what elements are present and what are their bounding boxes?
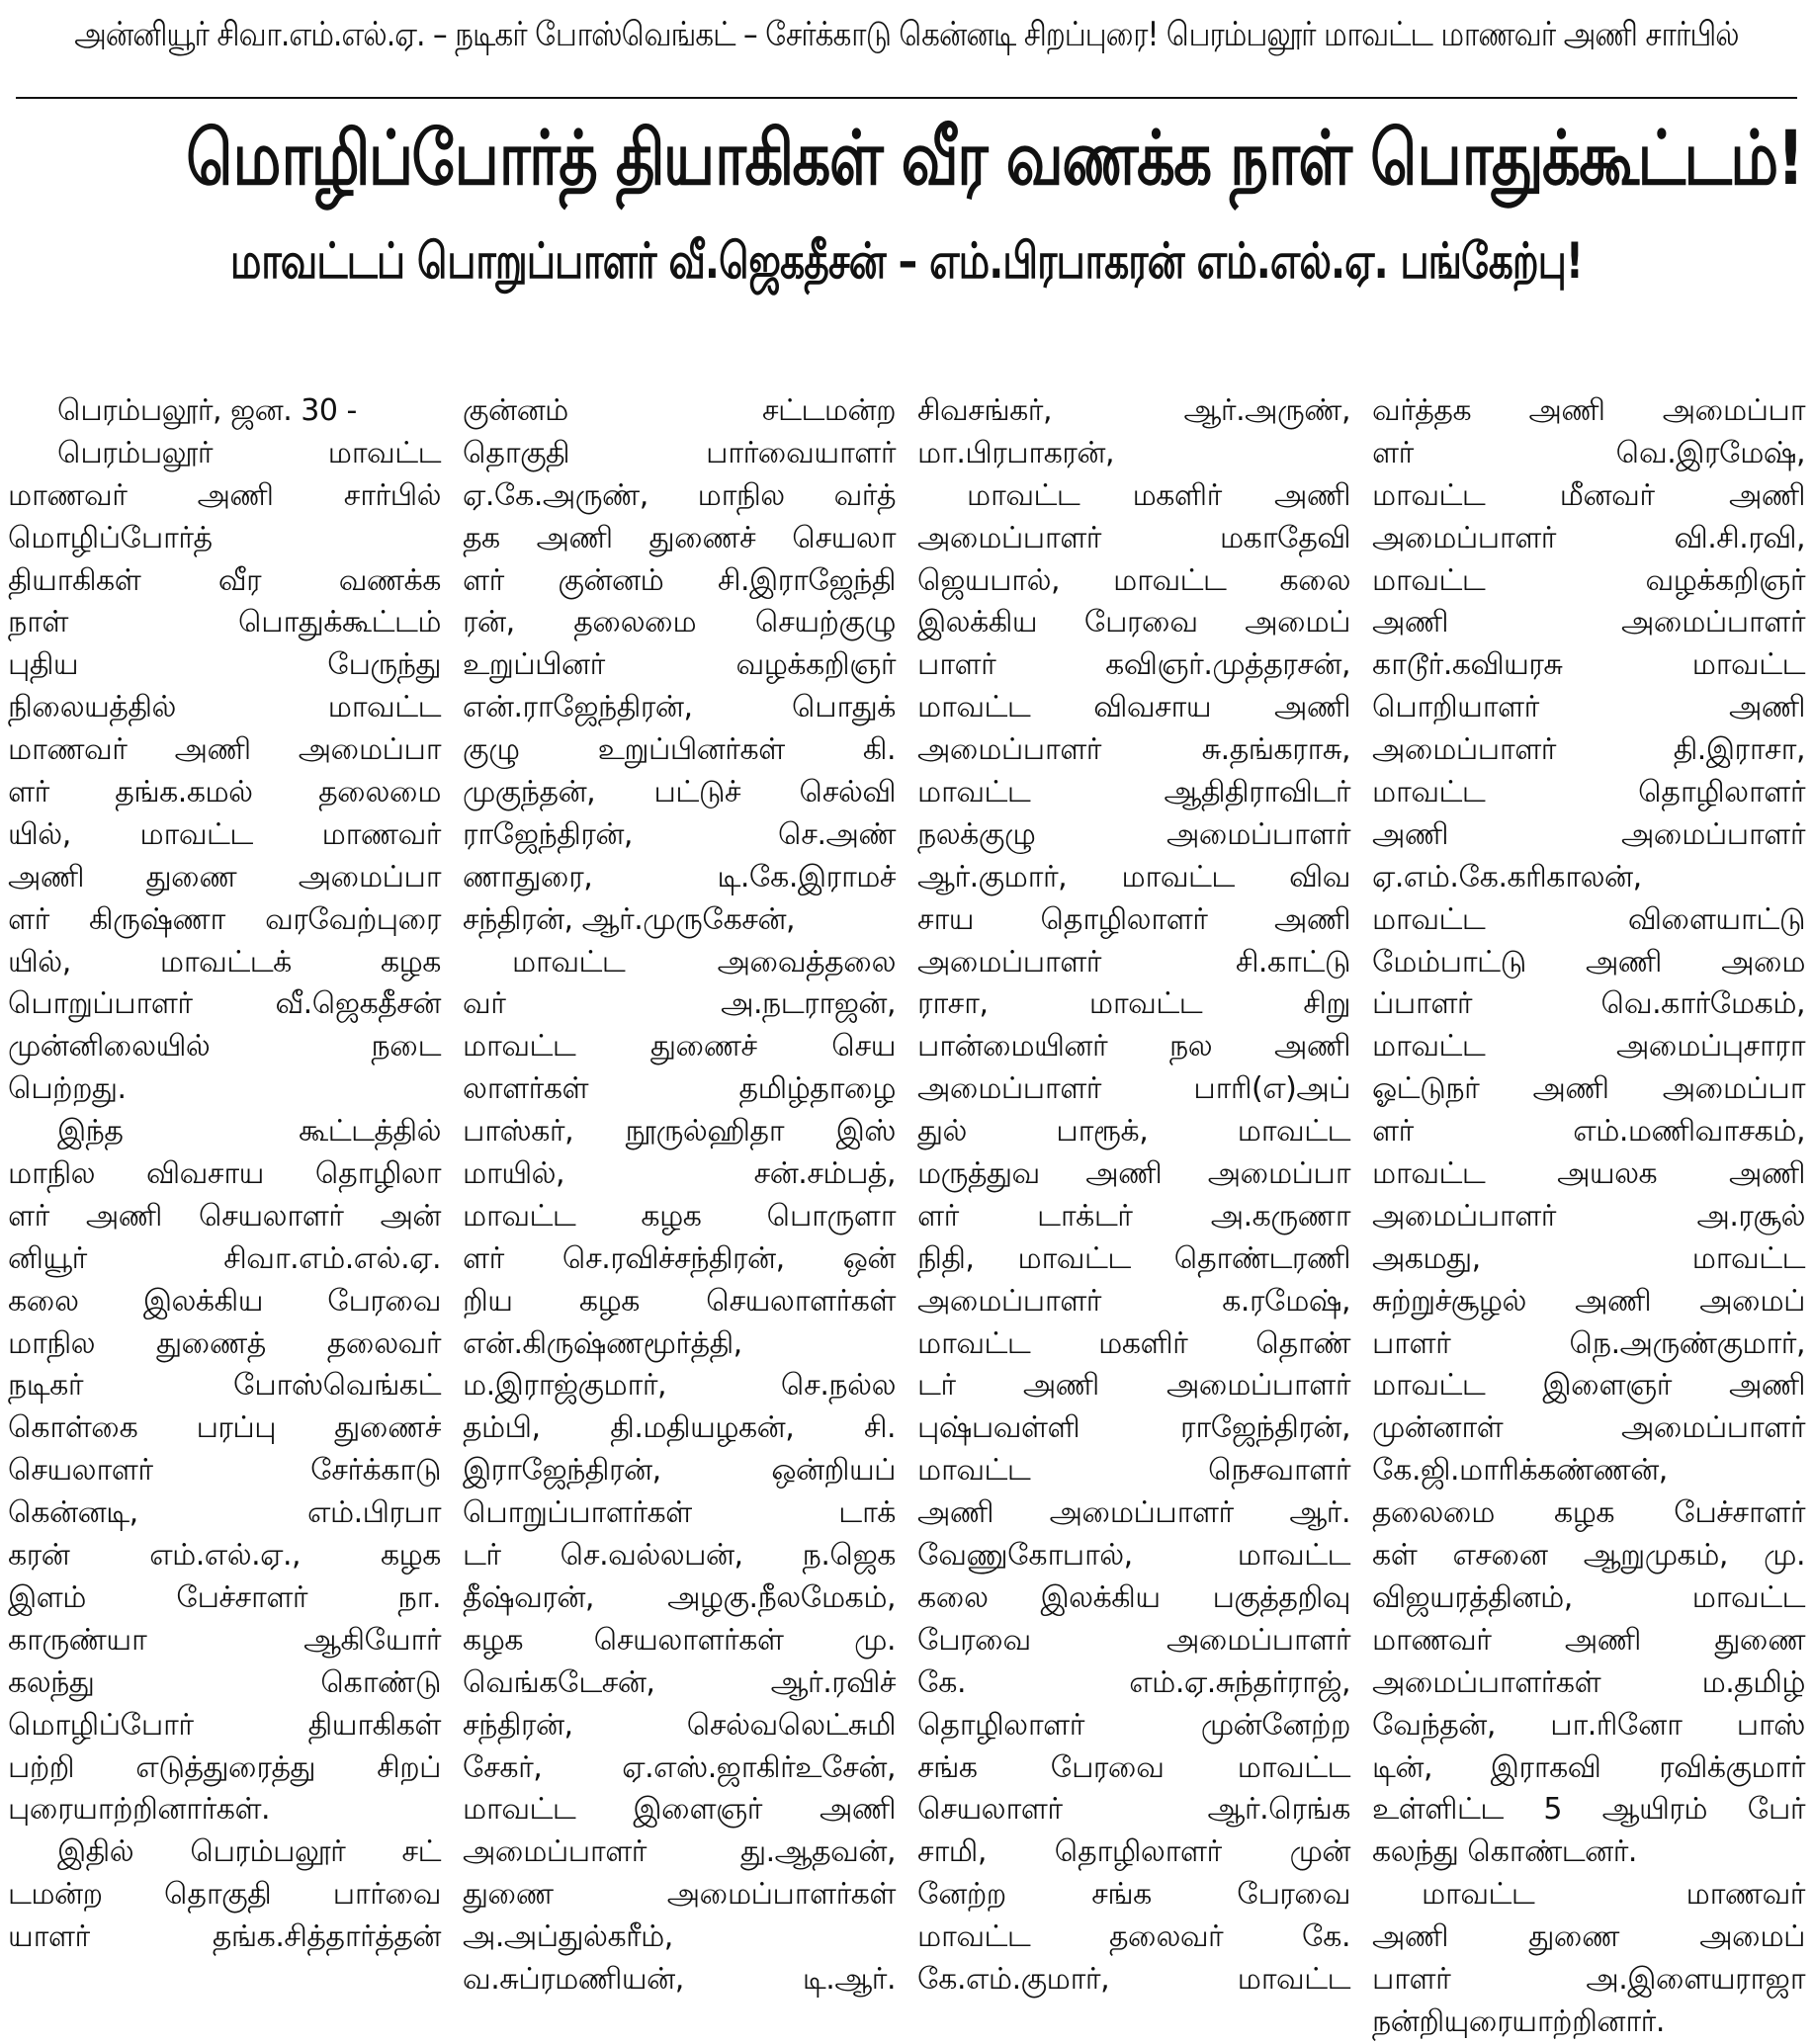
- article-line: மாணவர் அணி துணை: [1372, 1622, 1805, 1658]
- article-line: யில், மாவட்ட மாணவர்: [8, 816, 441, 852]
- article-line: ளர் குன்னம் சி.இராஜேந்தி: [463, 562, 896, 598]
- article-line: டமன்ற தொகுதி பார்வை: [8, 1877, 441, 1913]
- article-line: அமைப்பாளர் மகாதேவி: [917, 520, 1350, 555]
- article-line: கலந்து கொண்டு: [8, 1664, 441, 1700]
- article-line: கே.எம்.குமார், மாவட்ட: [917, 1961, 1350, 1997]
- article-line: பான்மையினர் நல அணி: [917, 1029, 1350, 1065]
- article-line: முன்னிலையில் நடை: [8, 1029, 441, 1065]
- article-line: மாவட்ட மகளிர் அணி: [967, 477, 1350, 513]
- article-line: உறுப்பினர் வழக்கறிஞர்: [463, 647, 896, 683]
- article-line: இலக்கிய பேரவை அமைப்: [917, 605, 1350, 640]
- article-line: வர் அ.நடராஜன்,: [463, 986, 896, 1022]
- article-line: நிதி, மாவட்ட தொண்டரணி: [917, 1240, 1350, 1276]
- article-line: அகமது, மாவட்ட: [1372, 1240, 1805, 1276]
- article-line: யாளர் தங்க.சித்தார்த்தன்: [8, 1919, 441, 1955]
- article-line: காடூர்.கவியரசு மாவட்ட: [1372, 647, 1805, 683]
- article-line: என்.ராஜேந்திரன், பொதுக்: [463, 690, 896, 725]
- article-line: தக அணி துணைச் செயலா: [463, 520, 896, 555]
- article-line: ளர் அணி செயலாளர் அன்: [8, 1198, 441, 1234]
- article-line: கள் எசனை ஆறுமுகம், மு.: [1372, 1538, 1805, 1574]
- headline: மொழிப்போர்த் தியாகிகள் வீர வணக்க நாள் பொதுக்கூட்டம்!: [186, 114, 1803, 202]
- article-line: மாவட்ட மகளிர் தொண்: [917, 1325, 1350, 1361]
- article-line: வ.சுப்ரமணியன், டி.ஆர்.: [463, 1961, 896, 1997]
- article-line: மாவட்ட இளைஞர் அணி: [463, 1792, 896, 1828]
- article-line: அமைப்பாளர் தி.இராசா,: [1372, 732, 1805, 768]
- article-line: மாவட்ட அவைத்தலை: [512, 944, 896, 979]
- article-line: ளர் எம்.மணிவாசகம்,: [1372, 1114, 1805, 1150]
- article-line: ணாதுரை, டி.கே.இராமச்: [463, 859, 896, 894]
- article-line: பொறுப்பாளர் வீ.ஜெகதீசன்: [8, 986, 441, 1022]
- article-line: என்.கிருஷ்ணமூர்த்தி,: [463, 1325, 742, 1361]
- article-line: முன்னாள் அமைப்பாளர்: [1372, 1410, 1805, 1446]
- article-line: அமைப்பாளர் வி.சி.ரவி,: [1372, 520, 1805, 555]
- article-line: அணி துணை அமைப்: [1372, 1919, 1805, 1955]
- article-line: வேந்தன், பா.ரினோ பாஸ்: [1372, 1707, 1805, 1743]
- article-line: முகுந்தன், பட்டுச் செல்வி: [463, 775, 896, 810]
- article-line: ராஜேந்திரன், செ.அண்: [463, 816, 896, 852]
- article-line: பெற்றது.: [8, 1071, 127, 1107]
- article-line: மாணவர் அணி அமைப்பா: [8, 732, 441, 768]
- article-line: பொறியாளர் அணி: [1372, 690, 1805, 725]
- article-line: கழக செயலாளர்கள் மு.: [463, 1622, 896, 1658]
- article-line: மாவட்ட தொழிலாளர்: [1372, 775, 1805, 810]
- article-line: ராசா, மாவட்ட சிறு: [917, 986, 1350, 1022]
- article-line: மொழிப்போர்த்: [8, 520, 213, 555]
- article-line: ப்பாளர் வெ.கார்மேகம்,: [1372, 986, 1805, 1022]
- article-line: கரன் எம்.எல்.ஏ., கழக: [8, 1538, 441, 1574]
- article-line: னேற்ற சங்க பேரவை: [917, 1877, 1350, 1913]
- article-line: மாவட்ட இளைஞர் அணி: [1372, 1368, 1805, 1404]
- article-line: சந்திரன், ஆர்.முருகேசன்,: [463, 901, 796, 937]
- article-line: மாவட்ட கழக பொருளா: [463, 1198, 896, 1234]
- article-line: அ.அப்துல்கரீம்,: [463, 1919, 673, 1955]
- article-line: மாவட்ட அமைப்புசாரா: [1372, 1029, 1805, 1065]
- article-line: தீஷ்வரன், அழகு.நீலமேகம்,: [463, 1579, 896, 1615]
- article-line: சாய தொழிலாளர் அணி: [917, 901, 1350, 937]
- article-line: நிலையத்தில் மாவட்ட: [8, 690, 441, 725]
- article-line: இராஜேந்திரன், ஒன்றியப்: [463, 1453, 896, 1489]
- article-line: கே. எம்.ஏ.சுந்தர்ராஜ்,: [917, 1664, 1350, 1700]
- article-line: அமைப்பாளர் து.ஆதவன்,: [463, 1834, 896, 1870]
- article-line: பேரவை அமைப்பாளர்: [917, 1622, 1350, 1658]
- article-line: தொழிலாளர் முன்னேற்ற: [917, 1707, 1350, 1743]
- article-line: புதிய பேருந்து: [8, 647, 441, 683]
- column-2: [463, 390, 896, 2044]
- article-line: மாவட்ட மீனவர் அணி: [1372, 477, 1805, 513]
- article-line: மா.பிரபாகரன்,: [917, 435, 1115, 470]
- article-line: ளர் தங்க.கமல் தலைமை: [8, 775, 441, 810]
- article-line: வேணுகோபால், மாவட்ட: [917, 1538, 1350, 1574]
- subheadline: மாவட்டப் பொறுப்பாளர் வீ.ஜெகதீசன் – எம்.பிரபாகரன் எம்.எல்.ஏ. பங்கேற்பு!: [229, 232, 1584, 291]
- article-line: குன்னம் சட்டமன்ற: [463, 393, 896, 428]
- article-line: விஜயரத்தினம், மாவட்ட: [1372, 1579, 1805, 1615]
- article-line: அணி அமைப்பாளர்: [1372, 816, 1805, 852]
- article-line: அணி அமைப்பாளர்: [1372, 605, 1805, 640]
- article-line: நன்றியுரையாற்றினார்.: [1372, 2003, 1665, 2039]
- article-line: நலக்குழு அமைப்பாளர்: [917, 816, 1350, 852]
- article-line: புரையாற்றினார்கள்.: [8, 1792, 271, 1828]
- article-line: செயலாளர் ஆர்.ரெங்க: [917, 1792, 1350, 1828]
- article-line: உள்ளிட்ட 5 ஆயிரம் பேர்: [1372, 1792, 1805, 1828]
- article-line: கென்னடி, எம்.பிரபா: [8, 1495, 441, 1531]
- article-line: டர் அணி அமைப்பாளர்: [917, 1368, 1350, 1404]
- article-line: சிவசங்கர், ஆர்.அருண்,: [917, 393, 1350, 428]
- article-line: பெரம்பலூர், ஜன. 30 -: [57, 393, 357, 428]
- article-line: சேகர், ஏ.எஸ்.ஜாகிர்உசேன்,: [463, 1749, 896, 1785]
- article-line: சாமி, தொழிலாளர் முன்: [917, 1834, 1350, 1870]
- article-line: மாயில், சன்.சம்பத்,: [463, 1156, 896, 1192]
- article-line: தலைமை கழக பேச்சாளர்: [1372, 1495, 1805, 1531]
- article-line: லாளர்கள் தமிழ்தாழை: [463, 1071, 896, 1107]
- article-line: பொறுப்பாளர்கள் டாக்: [463, 1495, 896, 1531]
- article-line: மாவட்ட வழக்கறிஞர்: [1372, 562, 1805, 598]
- article-line: இதில் பெரம்பலூர் சட்: [57, 1834, 441, 1870]
- article-line: மாவட்ட விவசாய அணி: [917, 690, 1350, 725]
- article-line: நடிகர் போஸ்வெங்கட்: [8, 1368, 441, 1404]
- article-line: கே.ஜி.மாரிக்கண்ணன்,: [1372, 1453, 1668, 1489]
- article-line: கலை இலக்கிய பேரவை: [8, 1283, 441, 1319]
- article-line: மொழிப்போர் தியாகிகள்: [8, 1707, 441, 1743]
- article-line: சந்திரன், செல்வலெட்சுமி: [463, 1707, 896, 1743]
- column-4: [1372, 390, 1805, 2044]
- article-line: துணை அமைப்பாளர்கள்: [463, 1877, 896, 1913]
- article-line: ஆர்.குமார், மாவட்ட விவ: [917, 859, 1350, 894]
- article-line: டின், இராகவி ரவிக்குமார்: [1372, 1749, 1805, 1785]
- article-line: ளர் வெ.இரமேஷ்,: [1372, 435, 1805, 470]
- article-line: தொகுதி பார்வையாளர்: [463, 435, 896, 470]
- article-line: வெங்கடேசன், ஆர்.ரவிச்: [463, 1664, 896, 1700]
- article-line: நாள் பொதுக்கூட்டம்: [8, 605, 441, 640]
- article-body: [8, 390, 1805, 2039]
- article-line: கொள்கை பரப்பு துணைச்: [8, 1410, 441, 1446]
- article-line: சங்க பேரவை மாவட்ட: [917, 1749, 1350, 1785]
- column-3: [917, 390, 1350, 2044]
- article-line: அமைப்பாளர் அ.ரசூல்: [1372, 1198, 1805, 1234]
- article-line: ஏ.எம்.கே.கரிகாலன்,: [1372, 859, 1642, 894]
- article-line: பற்றி எடுத்துரைத்து சிறப்: [8, 1749, 441, 1785]
- article-line: மாநில துணைத் தலைவர்: [8, 1325, 441, 1361]
- article-line: மாவட்ட ஆதிதிராவிடர்: [917, 775, 1350, 810]
- article-line: அமைப்பாளர் சு.தங்கராசு,: [917, 732, 1350, 768]
- article-line: தம்பி, தி.மதியழகன், சி.: [463, 1410, 896, 1446]
- article-line: பெரம்பலூர் மாவட்ட: [57, 435, 441, 470]
- article-line: சுற்றுச்சூழல் அணி அமைப்: [1372, 1283, 1805, 1319]
- article-line: பாளர் நெ.அருண்குமார்,: [1372, 1325, 1805, 1361]
- article-line: மேம்பாட்டு அணி அமை: [1372, 944, 1805, 979]
- article-line: மாவட்ட மாணவர்: [1422, 1877, 1805, 1913]
- article-line: றிய கழக செயலாளர்கள்: [463, 1283, 896, 1319]
- article-line: அணி துணை அமைப்பா: [8, 859, 441, 894]
- article-line: கலை இலக்கிய பகுத்தறிவு: [917, 1579, 1350, 1615]
- article-line: அணி அமைப்பாளர் ஆர்.: [917, 1495, 1350, 1531]
- article-line: டர் செ.வல்லபன், ந.ஜெக: [463, 1538, 896, 1574]
- article-line: ளர் கிருஷ்ணா வரவேற்புரை: [8, 901, 441, 937]
- article-line: ஜெயபால், மாவட்ட கலை: [917, 562, 1350, 598]
- article-line: னியூர் சிவா.எம்.எல்.ஏ.: [8, 1240, 441, 1276]
- article-line: தியாகிகள் வீர வணக்க: [8, 562, 441, 598]
- article-line: ஏ.கே.அருண், மாநில வர்த்: [463, 477, 896, 513]
- article-line: மாவட்ட அயலக அணி: [1372, 1156, 1805, 1192]
- article-line: இளம் பேச்சாளர் நா.: [8, 1579, 441, 1615]
- article-line: மாணவர் அணி சார்பில்: [8, 477, 441, 513]
- article-line: மாநில விவசாய தொழிலா: [8, 1156, 441, 1192]
- article-line: ளர் டாக்டர் அ.கருணா: [917, 1198, 1350, 1234]
- article-line: அமைப்பாளர் க.ரமேஷ்,: [917, 1283, 1350, 1319]
- kicker-line: அன்னியூர் சிவா.எம்.எல்.ஏ. – நடிகர் போஸ்வெங்கட் – சேர்க்காடு கென்னடி சிறப்புரை! பெரம்பலூர் மாவட்ட மாணவர் அணி சார்பில்: [74, 15, 1739, 54]
- article-line: குழு உறுப்பினர்கள் கி.: [463, 732, 896, 768]
- article-line: யில், மாவட்டக் கழக: [8, 944, 441, 979]
- article-line: மருத்துவ அணி அமைப்பா: [917, 1156, 1350, 1192]
- article-line: மாவட்ட விளையாட்டு: [1372, 901, 1805, 937]
- article-line: அமைப்பாளர்கள் ம.தமிழ்: [1372, 1664, 1805, 1700]
- article-line: ஓட்டுநர் அணி அமைப்பா: [1372, 1071, 1805, 1107]
- article-line: மாவட்ட துணைச் செய: [463, 1029, 896, 1065]
- article-line: அமைப்பாளர் பாரி(எ)அப்: [917, 1071, 1350, 1107]
- article-line: புஷ்பவள்ளி ராஜேந்திரன்,: [917, 1410, 1350, 1446]
- article-line: கலந்து கொண்டனர்.: [1372, 1834, 1637, 1870]
- kicker-rule: [16, 97, 1797, 99]
- article-line: காருண்யா ஆகியோர்: [8, 1622, 441, 1658]
- article-line: இந்த கூட்டத்தில்: [57, 1114, 441, 1150]
- article-line: ளர் செ.ரவிச்சந்திரன், ஒன்: [463, 1240, 896, 1276]
- article-line: ரன், தலைமை செயற்குழு: [463, 605, 896, 640]
- article-line: ம.இராஜ்குமார், செ.நல்ல: [463, 1368, 896, 1404]
- article-line: மாவட்ட நெசவாளர்: [917, 1453, 1350, 1489]
- article-line: அமைப்பாளர் சி.காட்டு: [917, 944, 1350, 979]
- article-line: மாவட்ட தலைவர் கே.: [917, 1919, 1350, 1955]
- article-line: பாஸ்கர், நூருல்ஹிதா இஸ்: [463, 1114, 896, 1150]
- article-line: வர்த்தக அணி அமைப்பா: [1372, 393, 1805, 428]
- article-line: பாளர் அ.இளையராஜா: [1372, 1961, 1805, 1997]
- article-line: பாளர் கவிஞர்.முத்தரசன்,: [917, 647, 1350, 683]
- article-line: செயலாளர் சேர்க்காடு: [8, 1453, 441, 1489]
- article-line: துல் பாரூக், மாவட்ட: [917, 1114, 1350, 1150]
- column-1: [8, 390, 441, 2044]
